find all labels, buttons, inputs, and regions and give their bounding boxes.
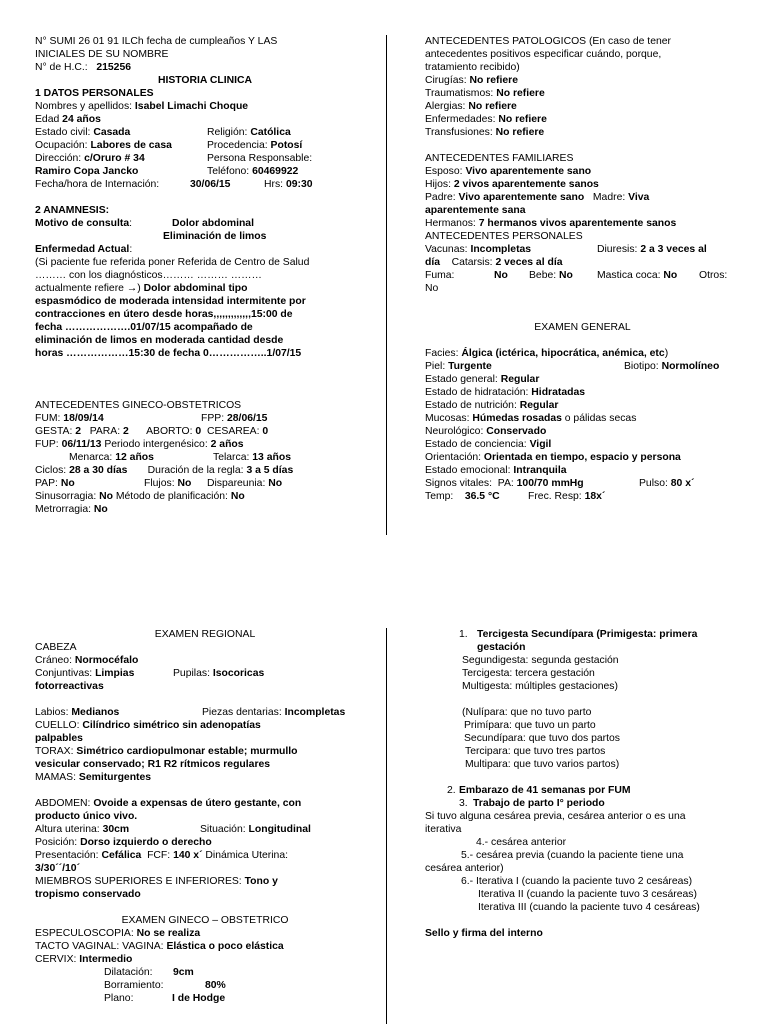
row-ocupacion-procedencia: Ocupación: Labores de casa Procedencia: Potosí bbox=[35, 140, 303, 151]
section-examen-gineco: EXAMEN GINECO – OBSTETRICO bbox=[121, 915, 289, 926]
field-madre-cont: aparentemente sana bbox=[425, 205, 526, 216]
field-hermanos: Hermanos: 7 hermanos vivos aparentemente sanos bbox=[425, 218, 677, 229]
row-motivo-2: Eliminación de limos bbox=[163, 231, 267, 242]
field-torax: TORAX: Simétrico cardiopulmonar estable; murmullo bbox=[35, 746, 298, 757]
field-padre: Padre: Vivo aparentemente sano Madre: Viva bbox=[425, 192, 650, 203]
row-motivo: Motivo de consulta: Dolor abdominal bbox=[35, 218, 254, 229]
enf-line: contracciones en útero desde horas,,,,,,,,,,,,,15:00 de bbox=[35, 309, 293, 320]
divider-bottom bbox=[386, 628, 387, 1024]
field-nombres: Nombres y apellidos: Isabel Limachi Choque bbox=[35, 101, 249, 112]
field-neurologico: Neurológico: Conservado bbox=[425, 426, 547, 437]
row-direccion-responsable: Dirección: c/Oruro # 34 Persona Responsable: bbox=[35, 153, 313, 164]
row-piel-biotipo: Piel: Turgente Biotipo: Normolíneo bbox=[425, 361, 720, 372]
field-transfusiones: Transfusiones: No refiere bbox=[425, 127, 545, 138]
field-nutricion: Estado de nutrición: Regular bbox=[425, 400, 559, 411]
enf-line: eliminación de limos en moderada cantidad desde bbox=[35, 335, 284, 346]
row-signos-vitales: Signos vitales: PA: 100/70 mmHg Pulso: 80 x´ bbox=[425, 478, 695, 489]
section-datos-personales: 1 DATOS PERSONALES bbox=[35, 88, 154, 99]
cesarea-note: 5.- cesárea previa (cuando la paciente tiene una bbox=[461, 850, 684, 861]
patologicos-note: tratamiento recibido) bbox=[425, 62, 520, 73]
field-estado-general: Estado general: Regular bbox=[425, 374, 540, 385]
para-note: (Nulípara: que no tuvo parto bbox=[462, 707, 592, 718]
sumi-line-2: INICIALES DE SU NOMBRE bbox=[35, 49, 169, 60]
enfermedad-actual-label: Enfermedad Actual: bbox=[35, 244, 133, 255]
row-metrorragia: Metrorragia: No bbox=[35, 504, 108, 515]
gesta-note: Tercigesta: tercera gestación bbox=[462, 668, 595, 679]
row-labios-piezas: Labios: Medianos Piezas dentarias: Incompletas bbox=[35, 707, 346, 718]
field-torax-cont: vesicular conservado; R1 R2 rítmicos regulares bbox=[35, 759, 271, 770]
enf-line: ……… con los diagnósticos……… ……… ……… bbox=[35, 270, 262, 281]
enf-line: espasmódico de moderada intensidad intermitente por bbox=[35, 296, 306, 307]
row-responsable-telefono: Ramiro Copa Jancko Teléfono: 60469922 bbox=[35, 166, 299, 177]
section-anamnesis: 2 ANAMNESIS: bbox=[35, 205, 110, 216]
para-note: Tercipara: que tuvo tres partos bbox=[465, 746, 606, 757]
enf-line: actualmente refiere →) Dolor abdominal tipo bbox=[35, 283, 248, 294]
field-facies: Facies: Álgica (ictérica, hipocrática, anémica, etc) bbox=[425, 348, 669, 359]
field-traumatismos: Traumatismos: No refiere bbox=[425, 88, 545, 99]
field-cirugias: Cirugías: No refiere bbox=[425, 75, 518, 86]
enf-line: (Si paciente fue referida poner Referida de Centro de Salud bbox=[35, 257, 310, 268]
field-cervix: CERVIX: Intermedio bbox=[35, 954, 133, 965]
diagnostico-item-2: 2. Embarazo de 41 semanas por FUM bbox=[447, 785, 631, 796]
field-miembros: MIEMBROS SUPERIORES E INFERIORES: Tono y bbox=[35, 876, 278, 887]
field-craneo: Cráneo: Normocéfalo bbox=[35, 655, 139, 666]
field-emocional: Estado emocional: Intranquila bbox=[425, 465, 567, 476]
patologicos-note: antecedentes positivos especificar cuándo, porque, bbox=[425, 49, 662, 60]
enf-line: fecha ……………….01/07/15 acompañado de bbox=[35, 322, 253, 333]
row-internacion: Fecha/hora de Internación: 30/06/15 Hrs: 09:30 bbox=[35, 179, 313, 190]
cesarea-note: 4.- cesárea anterior bbox=[476, 837, 567, 848]
field-enfermedades: Enfermedades: No refiere bbox=[425, 114, 547, 125]
section-examen-regional: EXAMEN REGIONAL bbox=[154, 629, 256, 640]
divider-top bbox=[386, 35, 387, 535]
field-alergias: Alergias: No refiere bbox=[425, 101, 517, 112]
section-patologicos: ANTECEDENTES PATOLOGICOS (En caso de tener bbox=[425, 36, 671, 47]
diagnostico-panel bbox=[425, 628, 740, 940]
field-otros-value: No bbox=[425, 283, 439, 294]
sumi-line: N° SUMI 26 01 91 ILCh fecha de cumpleaños Y LAS bbox=[35, 36, 278, 47]
cesarea-note: Iterativa III (cuando la paciente tuvo 4 cesáreas) bbox=[478, 902, 700, 913]
field-conjuntivas-cont: fotorreactivas bbox=[35, 681, 104, 692]
field-hijos: Hijos: 2 vivos aparentemente sanos bbox=[425, 179, 599, 190]
row-ciclos: Ciclos: 28 a 30 días Duración de la regla: 3 a 5 días bbox=[35, 465, 294, 476]
row-fum-fpp: FUM: 18/09/14 FPP: 28/06/15 bbox=[35, 413, 268, 424]
section-gineco-obstetricos: ANTECEDENTES GINECO-OBSTETRICOS bbox=[35, 400, 242, 411]
section-personales: ANTECEDENTES PERSONALES bbox=[425, 231, 583, 242]
row-dilatacion: Dilatación: 9cm bbox=[104, 967, 194, 978]
row-altura-situacion: Altura uterina: 30cm Situación: Longitudinal bbox=[35, 824, 311, 835]
row-temp-fr: Temp: 36.5 °C Frec. Resp: 18x´ bbox=[425, 491, 606, 502]
cesarea-note: iterativa bbox=[425, 824, 462, 835]
row-civil-religion: Estado civil: Casada Religión: Católica bbox=[35, 127, 291, 138]
row-vacunas: Vacunas: Incompletas Diuresis: 2 a 3 veces al bbox=[425, 244, 707, 255]
sello-firma: Sello y firma del interno bbox=[425, 928, 543, 939]
subsection-cabeza: CABEZA bbox=[35, 642, 77, 653]
row-catarsis: día Catarsis: 2 veces al día bbox=[425, 257, 563, 268]
cesarea-note: Si tuvo alguna cesárea previa, cesárea anterior o es una bbox=[425, 811, 686, 822]
field-tacto-vaginal: TACTO VAGINAL: VAGINA: Elástica o poco elástica bbox=[35, 941, 284, 952]
field-abdomen: ABDOMEN: Ovoide a expensas de útero gestante, con bbox=[35, 798, 302, 809]
field-edad: Edad 24 años bbox=[35, 114, 101, 125]
examen-regional-panel bbox=[35, 628, 375, 1024]
field-mucosas: Mucosas: Húmedas rosadas o pálidas secas bbox=[425, 413, 637, 424]
field-especuloscopia: ESPECULOSCOPIA: No se realiza bbox=[35, 928, 201, 939]
row-gesta: GESTA: 2 PARA: 2 ABORTO: 0 CESAREA: 0 bbox=[35, 426, 269, 437]
field-abdomen-cont: producto único vivo. bbox=[35, 811, 138, 822]
field-cuello-cont: palpables bbox=[35, 733, 83, 744]
section-familiares: ANTECEDENTES FAMILIARES bbox=[425, 153, 574, 164]
cesarea-note: 6.- Iterativa I (cuando la paciente tuvo 2 cesáreas) bbox=[461, 876, 693, 887]
field-presentacion: Presentación: Cefálica FCF: 140 x´ Dinámica Uterina: bbox=[35, 850, 288, 861]
field-esposo: Esposo: Vivo aparentemente sano bbox=[425, 166, 592, 177]
row-plano: Plano: I de Hodge bbox=[104, 993, 226, 1004]
row-borramiento: Borramiento: 80% bbox=[104, 980, 226, 991]
arrow-right-icon: →) bbox=[126, 283, 141, 294]
field-posicion: Posición: Dorso izquierdo o derecho bbox=[35, 837, 212, 848]
enf-line: horas ………………15:30 de fecha 0……………..1/07/15 bbox=[35, 348, 302, 359]
gesta-note: Segundigesta: segunda gestación bbox=[462, 655, 619, 666]
row-habitos: Fuma: No Bebe: No Mastica coca: No Otros: bbox=[425, 270, 728, 281]
field-conciencia: Estado de conciencia: Vigil bbox=[425, 439, 552, 450]
row-pap: PAP: No Flujos: No Dispareunia: No bbox=[35, 478, 283, 489]
page-title: HISTORIA CLINICA bbox=[157, 75, 253, 86]
antecedentes-panel bbox=[425, 35, 740, 503]
field-miembros-cont: tropismo conservado bbox=[35, 889, 141, 900]
diagnostico-item-1-cont: gestación bbox=[477, 642, 526, 653]
field-orientacion: Orientación: Orientada en tiempo, espacio y persona bbox=[425, 452, 681, 463]
section-examen-general: EXAMEN GENERAL bbox=[534, 322, 631, 333]
field-cuello: CUELLO: Cilíndrico simétrico sin adenopatías bbox=[35, 720, 261, 731]
row-sinusorragia: Sinusorragia: No Método de planificación: No bbox=[35, 491, 245, 502]
para-note: Multipara: que tuvo varios partos) bbox=[465, 759, 620, 770]
field-mamas: MAMAS: Semiturgentes bbox=[35, 772, 152, 783]
personal-data-panel bbox=[35, 35, 375, 516]
field-dinamica-value: 3/30´´/10´ bbox=[35, 863, 81, 874]
row-menarca-telarca: Menarca: 12 años Telarca: 13 años bbox=[69, 452, 291, 463]
para-note: Primípara: que tuvo un parto bbox=[464, 720, 596, 731]
para-note: Secundípara: que tuvo dos partos bbox=[464, 733, 620, 744]
cesarea-note: Iterativa II (cuando la paciente tuvo 3 cesáreas) bbox=[478, 889, 697, 900]
cesarea-note: cesárea anterior) bbox=[425, 863, 504, 874]
diagnostico-item-3: 3. Trabajo de parto I° periodo bbox=[459, 798, 605, 809]
hc-number: N° de H.C.: 215256 bbox=[35, 62, 132, 73]
field-hidratacion: Estado de hidratación: Hidratadas bbox=[425, 387, 586, 398]
row-fup: FUP: 06/11/13 Periodo intergenésico: 2 años bbox=[35, 439, 244, 450]
diagnostico-item-1: 1. Tercigesta Secundípara (Primigesta: primera bbox=[459, 629, 698, 640]
gesta-note: Multigesta: múltiples gestaciones) bbox=[462, 681, 618, 692]
row-conjuntivas-pupilas: Conjuntivas: Limpias Pupilas: Isocoricas bbox=[35, 668, 265, 679]
